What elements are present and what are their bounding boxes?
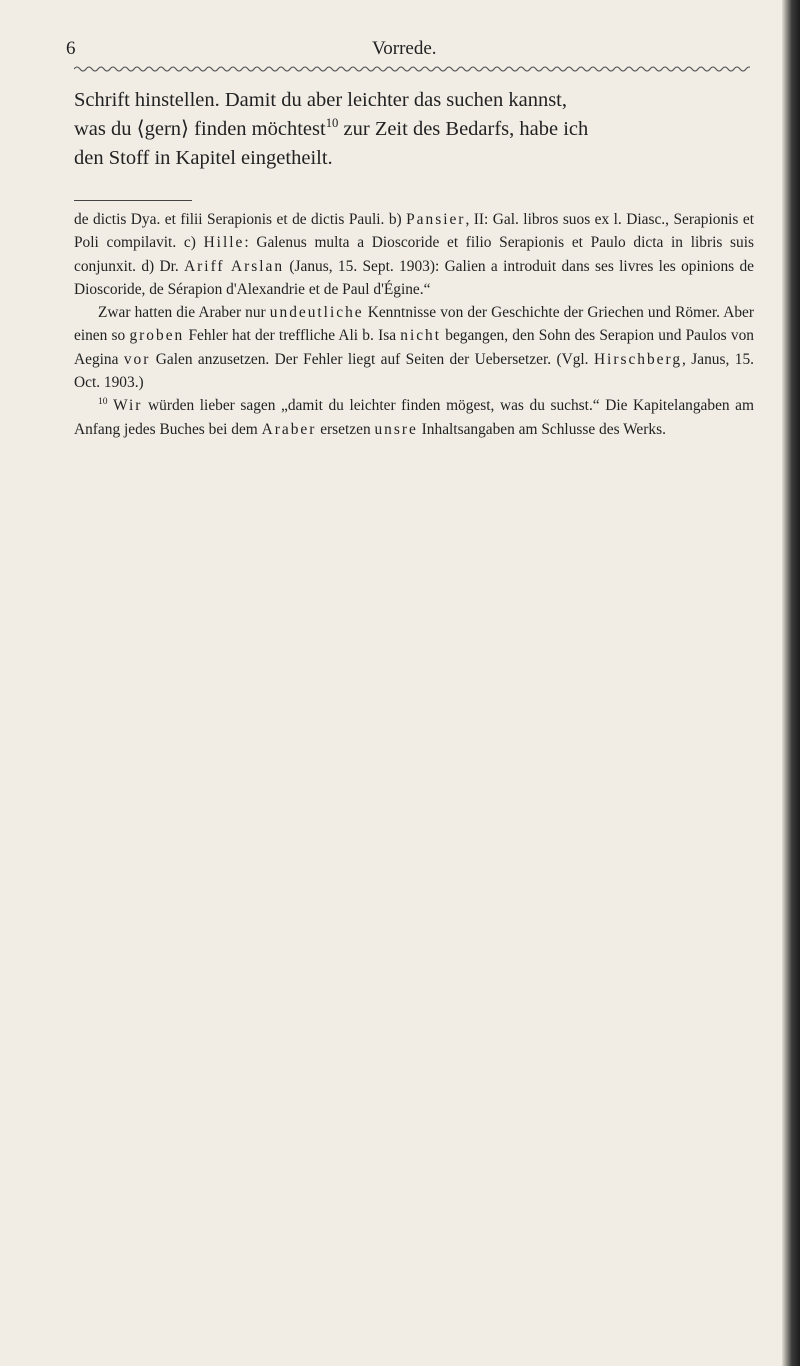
author-pansier: Pansier xyxy=(406,211,466,228)
footnote-number-10: 10 xyxy=(98,396,108,408)
footnotes xyxy=(74,208,754,441)
footnote-10: $^{10}$ Wir würden lieber sagen „damit du leichter finden mögest, was du suchst.“ Die Kapitelangaben am Anfang jedes Buches bei dem Araber ersetzen unsre Inhaltsangaben am Schlusse des Werks. xyxy=(74,396,754,438)
footnote-ref-10: 10 xyxy=(325,116,339,131)
author-ariff-arslan: Ariff Arslan xyxy=(184,257,285,275)
author-hirschberg: Hirschberg xyxy=(593,350,683,368)
main-text xyxy=(74,86,754,173)
author-hille: Hille xyxy=(203,234,245,252)
main-line-2: was du ⟨gern⟩ finden möchtest$^{10}$ zur Zeit des Bedarfs, habe ich xyxy=(74,116,589,140)
page-spine-shadow xyxy=(782,0,800,1366)
footnote-continuation: de dictis Dya. et filii Serapionis et de dictis Pauli. b) Pansier, II: Gal. libros suos ex l. Diasc., Serapionis et Poli compilavit. c) Hille: Galenus multa a Dioscoride et filio Serapionis et Paulo dicta in libris suis conjunxit. d) Dr. Ariff Arslan (Janus, 15. Sept. 1903): Galien a introduit dans ses livres les opinions de Dioscoride, de Sérapion d'Alexandrie et de Paul d'Égine.“ xyxy=(74,211,755,298)
main-line-1: Schrift hinstellen. Damit du aber leichter das suchen kannst, xyxy=(74,89,568,111)
footnote-paragraph-arabs: Zwar hatten die Araber nur undeutliche Kenntnisse von der Geschichte der Griechen und Römer. Aber einen so groben Fehler hat der treffliche Ali b. Isa nicht begangen, den Sohn des Serapion und Paulos von Aegina vor Galen anzusetzen. Der Fehler liegt auf Seiten der Uebersetzer. (Vgl. Hirschberg, Janus, 15. Oct. 1903.) xyxy=(74,304,754,392)
main-line-3: den Stoff in Kapitel eingetheilt. xyxy=(74,147,333,169)
running-head xyxy=(66,36,756,62)
wavy-ornament-rule xyxy=(74,64,750,74)
page-number: 6 xyxy=(66,38,76,59)
running-title: Vorrede. xyxy=(372,38,437,59)
footnote-separator xyxy=(74,200,192,201)
